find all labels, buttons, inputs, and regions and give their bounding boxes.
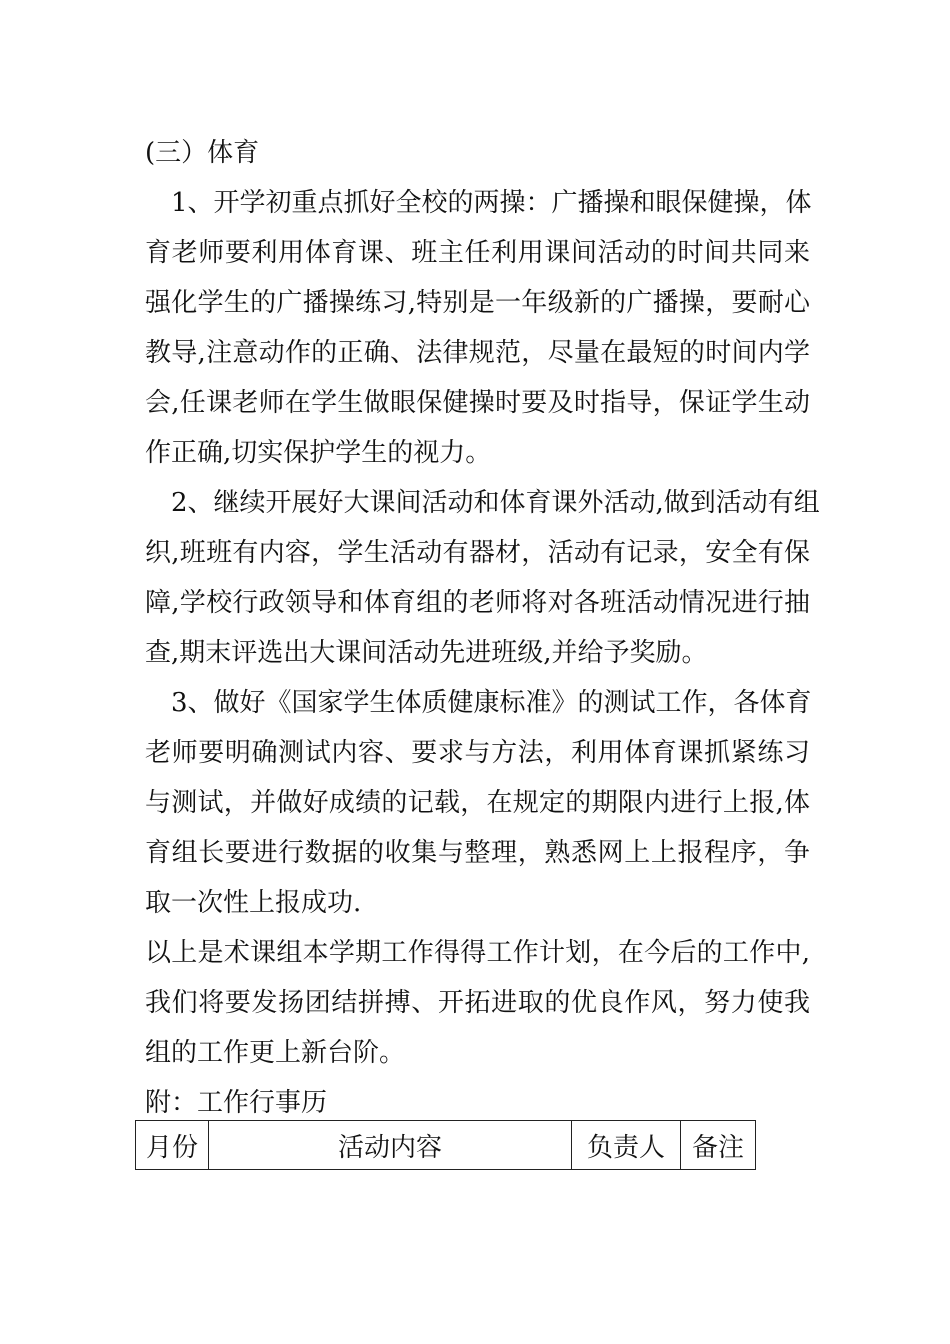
paragraph-line: 会,任课老师在学生做眼保健操时要及时指导，保证学生动: [145, 388, 810, 418]
paragraph-line: 作正确,切实保护学生的视力。: [145, 438, 492, 468]
paragraph-line: 2、继续开展好大课间活动和体育课外活动,做到活动有组: [171, 488, 820, 518]
paragraph-line: 教导,注意动作的正确、法律规范，尽量在最短的时间内学: [145, 338, 810, 368]
paragraph-line: 老师要明确测试内容、要求与方法，利用体育课抓紧练习: [145, 738, 810, 768]
paragraph-3: [145, 678, 810, 928]
table-header-row: [136, 1121, 756, 1170]
header-month: 月份: [136, 1121, 209, 1170]
document-body: [145, 128, 820, 1128]
section-heading: (三）体育: [145, 138, 260, 168]
appendix-title: 附：工作行事历: [145, 1088, 328, 1118]
header-activity-content: 活动内容: [209, 1121, 572, 1170]
paragraph-line: 育组长要进行数据的收集与整理，熟悉网上上报程序，争: [145, 838, 810, 868]
paragraph-line: 3、做好《国家学生体质健康标准》的测试工作，各体育: [171, 688, 812, 718]
paragraph-2: [145, 478, 820, 678]
header-remarks: 备注: [681, 1121, 756, 1170]
paragraph-line: 育老师要利用体育课、班主任利用课间活动的时间共同来: [145, 238, 810, 268]
paragraph-4: [145, 928, 810, 1078]
paragraph-line: 1、开学初重点抓好全校的两操：广播操和眼保健操，体: [171, 188, 812, 218]
paragraph-line: 强化学生的广播操练习,特别是一年级新的广播操，要耐心: [145, 288, 810, 318]
schedule-table: [135, 1120, 756, 1170]
paragraph-line: 以上是术课组本学期工作得得工作计划，在今后的工作中,: [145, 938, 810, 968]
paragraph-line: 取一次性上报成功.: [145, 888, 362, 918]
paragraph-line: 织,班班有内容，学生活动有器材，活动有记录，安全有保: [145, 538, 810, 568]
paragraph-line: 查,期末评选出大课间活动先进班级,并给予奖励。: [145, 638, 708, 668]
paragraph-line: 与测试，并做好成绩的记载，在规定的期限内进行上报,体: [145, 788, 810, 818]
paragraph-line: 我们将要发扬团结拼搏、开拓进取的优良作风，努力使我: [145, 988, 810, 1018]
paragraph-1: [145, 178, 810, 478]
paragraph-line: 组的工作更上新台阶。: [145, 1038, 406, 1068]
header-responsible-person: 负责人: [572, 1121, 681, 1170]
paragraph-line: 障,学校行政领导和体育组的老师将对各班活动情况进行抽: [145, 588, 810, 618]
schedule-table-wrapper: [135, 1120, 756, 1170]
